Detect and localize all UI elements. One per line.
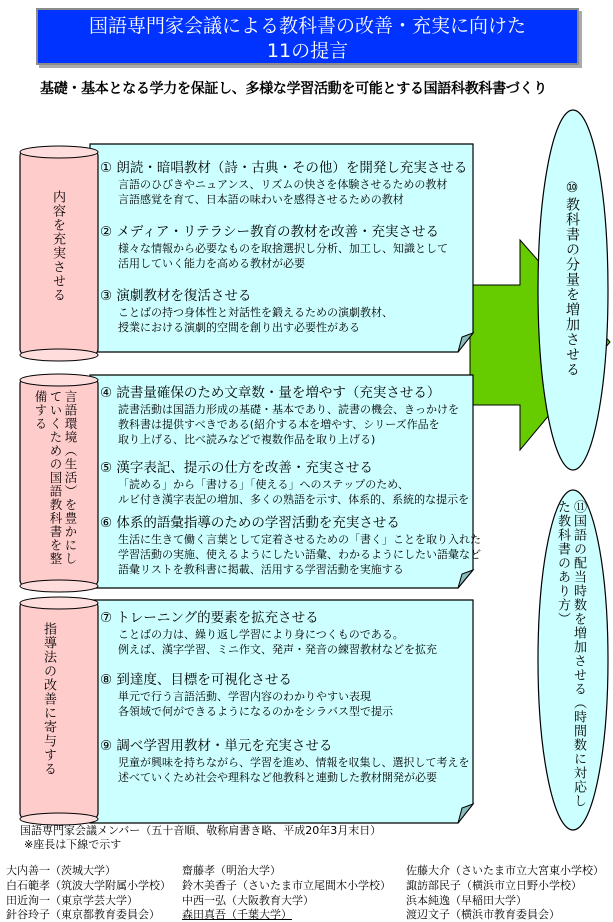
item-heading: ⑤ 漢字表記、提示の仕方を改善・充実させる: [100, 460, 373, 476]
item-line: 言語感覚を育て、日本語の味わいを感得させるための教材: [118, 193, 404, 206]
item-heading: ⑨ 調べ学習用教材・単元を充実させる: [100, 738, 333, 754]
item-6: [100, 515, 481, 577]
subtitle: 基礎・基本となる学力を保証し、多様な学習活動を可能とする国語科教科書づくり: [40, 81, 547, 97]
member: 鈴木美香子（さいたま市立尾間木小学校）: [182, 879, 391, 892]
item-line: 述べていくため社会や理科など他教科と連動した教材開発が必要: [118, 771, 437, 784]
member: 齋藤孝（明治大学）: [182, 864, 281, 877]
item-line: 例えば、漢字学習、ミニ作文、発声・発音の練習教材などを拡充: [118, 643, 437, 656]
outcome-label-10: ⑩教科書の分量を増加させる: [564, 180, 580, 377]
item-line: 各領域で何ができるようになるのかをシラバス型で提示: [118, 705, 393, 718]
section-label-3: 指導法の改善に寄与する: [41, 622, 56, 776]
title-line-1: 国語専門家会議による教科書の改善・充実に向けた: [88, 15, 526, 37]
member: 田近洵一（東京学芸大学）: [6, 894, 138, 907]
item-line: 言語のひびきやニュアンス、リズムの快さを体験させるための教材: [118, 178, 448, 191]
title-line-2: 11の提言: [266, 40, 349, 62]
outcome-label-11: ⑪国語の配当時数を増加させる（時間数に対応した教科書のあり方）: [555, 500, 586, 808]
item-line: ことばの持つ身体性と対話性を鍛えるための演劇教材、: [118, 306, 393, 319]
item-line: 様々な情報から必要なものを取捨選択し分析、加工し、知識として: [118, 242, 448, 255]
item-line: 取り上げる、比べ読みなどで複数作品を取り上げる): [118, 433, 376, 446]
member: 針谷玲子（東京都教育委員会）: [6, 908, 160, 921]
item-line: 活用していく能力を高める教材が必要: [118, 257, 305, 270]
item-3: [100, 288, 470, 335]
item-line: 学習活動の実施、使えるようにしたい語彙、わかるようにしたい語彙など: [118, 548, 481, 561]
members-note: ※座長は下線で示す: [24, 838, 122, 851]
item-8: [100, 672, 470, 719]
item-line: 単元で行う言語活動、学習内容のわかりやすい表現: [118, 690, 371, 703]
item-5: [100, 460, 470, 507]
item-7: [100, 610, 470, 657]
item-heading: ⑧ 到達度、目標を可視化させる: [100, 672, 292, 688]
item-1: [100, 160, 470, 207]
item-heading: ④ 読書量確保のため文章数・量を増やす（充実させる）: [100, 385, 441, 401]
item-line: 教科書は提供すべきである(紹介する本を増やす、シリーズ作品を: [118, 418, 440, 431]
member: 白石範孝（筑波大学附属小学校）: [6, 879, 171, 892]
member: 諏訪部民子（横浜市立日野小学校）: [406, 879, 582, 892]
item-line: 語彙リストを教科書に掲載、活用する学習活動を実施する: [118, 563, 404, 576]
scroll-3: [20, 597, 98, 825]
item-line: 児童が興味を持ちながら、学習を進め、情報を収集し、選択して考えを: [118, 756, 470, 769]
item-heading: ⑦ トレーニング的要素を拡充させる: [100, 610, 319, 626]
item-line: ことばの力は、繰り返し学習により身につくものである。: [118, 628, 404, 641]
item-line: 授業における演劇的空間を創り出す必要性がある: [118, 321, 360, 334]
item-2: [100, 224, 470, 271]
item-heading: ① 朗読・暗唱教材（詩・古典・その他）を開発し充実させる: [100, 160, 468, 176]
item-heading: ③ 演劇教材を復活させる: [100, 288, 252, 304]
item-9: [100, 738, 470, 785]
member: 佐藤大介（さいたま市立大宮東小学校）: [406, 864, 604, 877]
member: 中西一弘（大阪教育大学）: [182, 894, 314, 907]
item-line: 「読める」から「書ける」「使える」へのステップのため、: [118, 478, 409, 491]
section-label-1: 内容を充実させる: [50, 190, 65, 302]
section-label-2: 言語環境（生活）を豊かにしていくための国語教科書を整備する: [33, 390, 78, 566]
member: 浜本純逸（早稲田大学）: [406, 894, 527, 907]
item-line: 生活に生きて働く言葉として定着させるための「書く」ことを取り入れた: [118, 533, 481, 546]
item-4: [100, 385, 470, 447]
item-heading: ⑥ 体系的語彙指導のための学習活動を充実させる: [100, 515, 400, 531]
item-heading: ② メディア・リテラシー教育の教材を改善・充実させる: [100, 224, 440, 240]
member: 大内善一（茨城大学）: [6, 864, 116, 877]
member: 渡辺文子（横浜市教育委員会）: [406, 908, 560, 921]
members-heading: 国語専門家会議メンバー（五十音順、敬称肩書き略、平成20年3月末日）: [20, 824, 382, 837]
item-line: 読書活動は国語力形成の基礎・基本であり、読書の機会、きっかけを: [118, 403, 459, 416]
member-chair: 森田真吾（千葉大学）: [182, 908, 292, 921]
item-line: ルビ付き漢字表記の増加、多くの熟語を示す、体系的、系統的な提示を: [118, 493, 470, 506]
